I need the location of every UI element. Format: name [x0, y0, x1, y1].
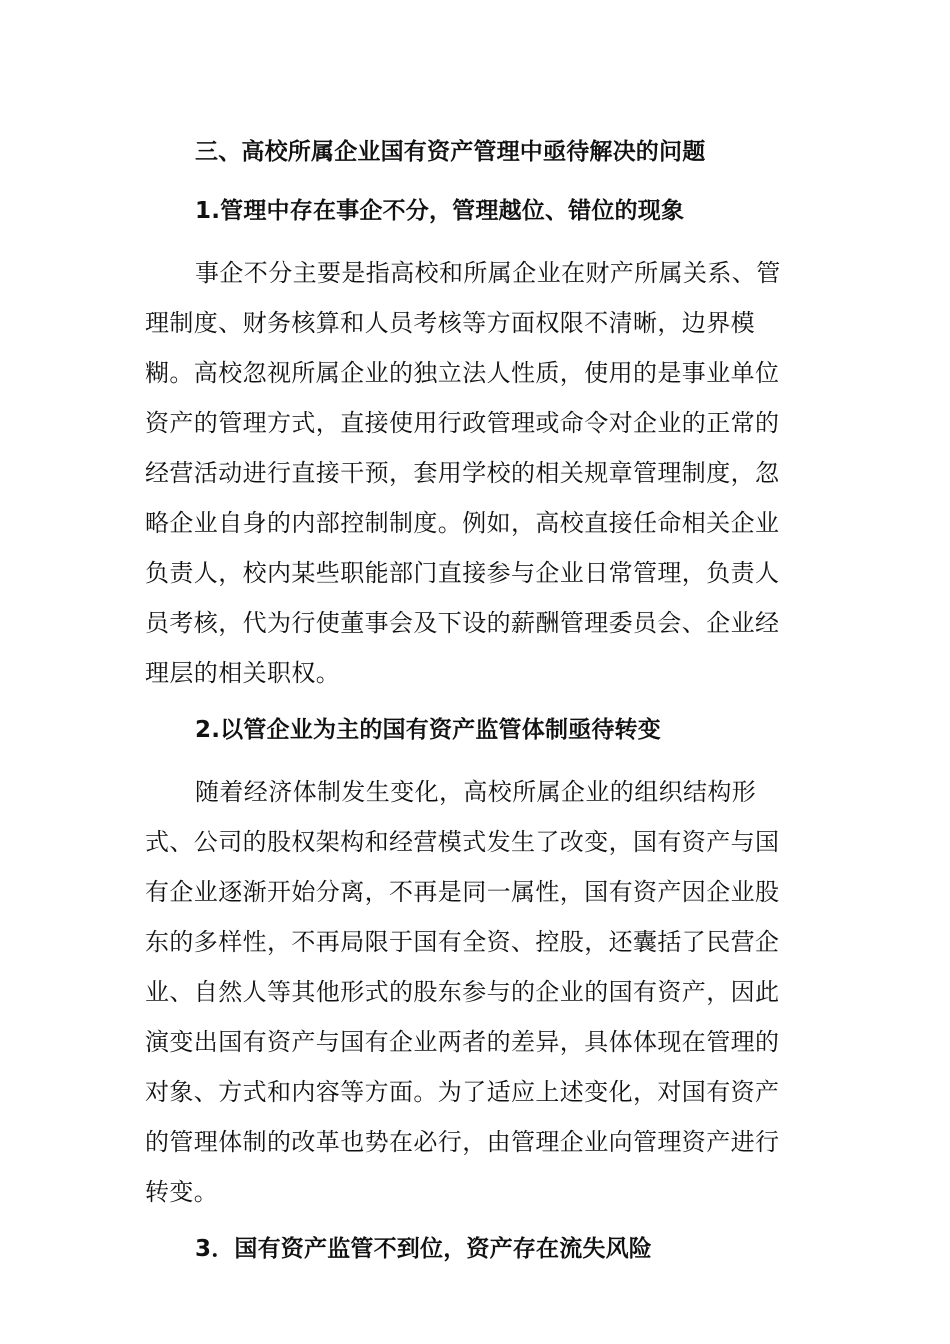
subsection-paragraph-1: 事企不分主要是指高校和所属企业在财产所属关系、管理制度、财务核算和人员考核等方面权限不清晰，边界模糊。高校忽视所属企业的独立法人性质，使用的是事业单位资产的管理方式，直接使用行政管理或命令对企业的正常的经营活动进行直接干预，套用学校的相关规章管理制度，忽略企业自身的内部控制制度。例如，高校直接任命相关企业负责人，校内某些职能部门直接参与企业日常管理，负责人员考核，代为行使董事会及下设的薪酬管理委员会、企业经理层的相关职权。: [145, 259, 781, 687]
section-heading: 三、高校所属企业国有资产管理中亟待解决的问题: [195, 139, 706, 165]
subsection-heading-3: 3．国有资产监管不到位，资产存在流失风险: [195, 1236, 653, 1262]
subsection-paragraph-2: 随着经济体制发生变化，高校所属企业的组织结构形式、公司的股权架构和经营模式发生了改变，国有资产与国有企业逐渐开始分离，不再是同一属性，国有资产因企业股东的多样性，不再局限于国有全资、控股，还囊括了民营企业、自然人等其他形式的股东参与的企业的国有资产，因此演变出国有资产与国有企业两者的差异，具体体现在管理的对象、方式和内容等方面。为了适应上述变化，对国有资产的管理体制的改革也势在必行，由管理企业向管理资产进行转变。: [145, 778, 780, 1206]
document-body: [145, 130, 795, 1286]
subsection-heading-1: 1.管理中存在事企不分，管理越位、错位的现象: [195, 198, 685, 224]
subsection-heading-2: 2.以管企业为主的国有资产监管体制亟待转变: [195, 717, 661, 743]
